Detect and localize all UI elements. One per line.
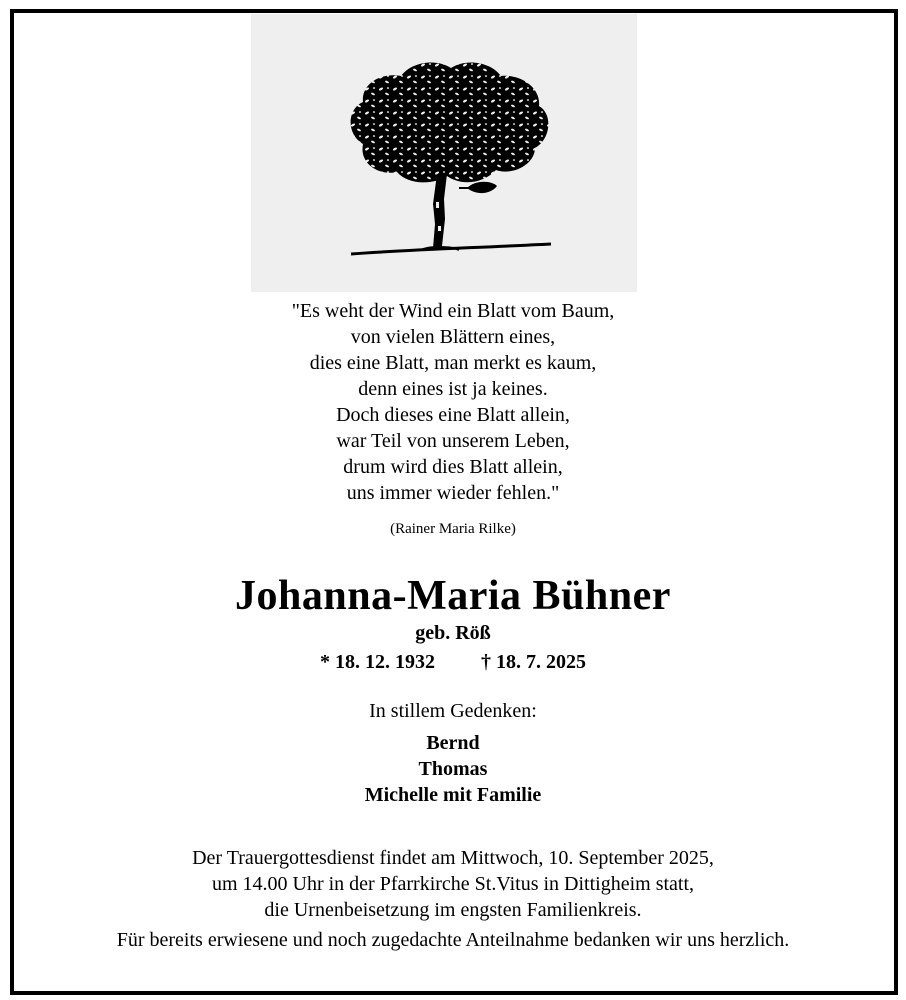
service-line: Der Trauergottesdienst findet am Mittwoch, 10. September 2025,	[192, 847, 714, 869]
maiden-name: geb. Röß	[415, 622, 491, 644]
poem-line: dies eine Blatt, man merkt es kaum,	[309, 352, 597, 374]
mourner-name: Bernd	[426, 732, 480, 754]
mourning-intro: In stillem Gedenken:	[369, 700, 537, 722]
tree-icon	[251, 14, 637, 292]
poem-line: war Teil von unserem Leben,	[336, 430, 570, 452]
birth-date: * 18. 12. 1932	[320, 651, 435, 673]
poem-line: uns immer wieder fehlen."	[346, 482, 560, 504]
poem-line: denn eines ist ja keines.	[358, 378, 548, 400]
deceased-name: Johanna-Maria Bühner	[235, 573, 671, 619]
mourner-name: Thomas	[418, 758, 488, 780]
life-dates	[0, 651, 906, 674]
mourner-name: Michelle mit Familie	[364, 784, 542, 806]
service-line: um 14.00 Uhr in der Pfarrkirche St.Vitus in Dittigheim statt,	[211, 873, 695, 895]
mourners-list	[0, 730, 906, 808]
thanks-note: Für bereits erwiesene und noch zugedachte Anteilnahme bedanken wir uns herzlich.	[116, 929, 790, 951]
poem-line: Doch dieses eine Blatt allein,	[336, 404, 570, 426]
poem-line: "Es weht der Wind ein Blatt vom Baum,	[291, 300, 615, 322]
tree-illustration	[251, 14, 637, 292]
death-date: † 18. 7. 2025	[481, 651, 586, 673]
poem-line: von vielen Blättern eines,	[350, 326, 556, 348]
service-info	[0, 845, 906, 923]
service-line: die Urnenbeisetzung im engsten Familienkreis.	[264, 899, 642, 921]
poem-line: drum wird dies Blatt allein,	[343, 456, 563, 478]
poem	[0, 298, 906, 506]
poem-author: (Rainer Maria Rilke)	[390, 521, 516, 537]
